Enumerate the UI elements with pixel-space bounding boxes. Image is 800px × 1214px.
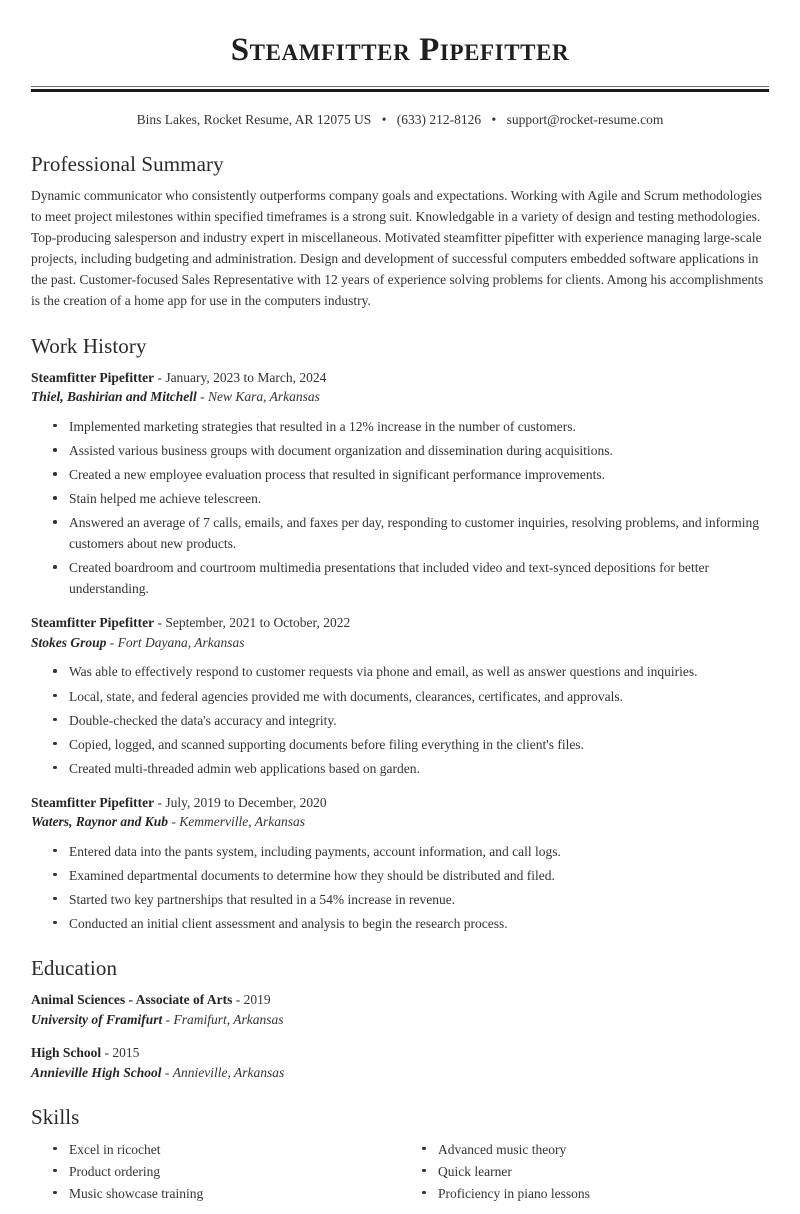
job-bullet-list (31, 841, 769, 934)
job-company-dash: - (196, 389, 209, 405)
section-professional-summary (31, 151, 769, 312)
skill-item: Proficiency in piano lessons (422, 1183, 769, 1205)
job-bullet-list (31, 661, 769, 778)
job-company-dash: - (168, 814, 180, 830)
job-bullet: Entered data into the pants system, including payments, account information, and call logs. (53, 841, 769, 862)
work-history-entry (31, 368, 769, 600)
job-location: New Kara, Arkansas (208, 389, 320, 405)
job-bullet: Copied, logged, and scanned supporting documents before filing everything in the client's files. (53, 734, 769, 755)
contact-address: Bins Lakes, Rocket Resume, AR 12075 US (136, 111, 372, 127)
job-bullet: Examined departmental documents to determine how they should be distributed and filed. (53, 865, 769, 886)
education-degree-dash: - (232, 992, 244, 1008)
education-school-dash: - (161, 1064, 173, 1080)
job-location: Kemmerville, Arkansas (179, 814, 306, 830)
divider-line-thick (31, 89, 769, 92)
education-school: University of Framifurt (31, 1011, 163, 1027)
skills-columns (31, 1139, 769, 1205)
job-dates: September, 2021 to October, 2022 (165, 615, 351, 631)
job-bullet-list (31, 416, 769, 599)
job-company: Waters, Raynor and Kub (31, 814, 169, 830)
education-degree: Animal Sciences - Associate of Arts (31, 992, 233, 1008)
job-title-line (31, 613, 769, 633)
skills-column-right (400, 1139, 769, 1205)
section-heading-skills: Skills (31, 1104, 80, 1129)
contact-separator-2: • (491, 111, 497, 127)
section-skills (31, 1104, 769, 1205)
section-heading-summary: Professional Summary (31, 151, 224, 176)
job-bullet: Was able to effectively respond to customer requests via phone and email, as well as answer questions and inquiries. (53, 661, 769, 682)
job-title: Steamfitter Pipefitter (31, 369, 155, 385)
section-work-history (31, 333, 769, 934)
skill-item: Quick learner (422, 1161, 769, 1183)
job-title-line (31, 368, 769, 388)
section-heading-work-history: Work History (31, 333, 147, 358)
section-heading-education: Education (31, 956, 118, 981)
skill-item: Music showcase training (53, 1183, 400, 1205)
job-bullet: Double-checked the data's accuracy and integrity. (53, 710, 769, 731)
job-bullet: Implemented marketing strategies that resulted in a 12% increase in the number of customers. (53, 416, 769, 437)
skill-item: Product ordering (53, 1161, 400, 1183)
header-divider (31, 86, 769, 92)
education-location: Framifurt, Arkansas (173, 1011, 284, 1027)
work-history-entry (31, 793, 769, 934)
education-degree-dash: - (101, 1045, 113, 1061)
contact-separator-1: • (381, 111, 387, 127)
education-school-line (31, 1010, 769, 1030)
education-school-dash: - (162, 1011, 174, 1027)
job-title-dash: - (154, 794, 166, 810)
education-entry (31, 1043, 769, 1082)
skills-list (400, 1139, 769, 1205)
job-bullet: Created a new employee evaluation process that resulted in significant performance improvements. (53, 464, 769, 485)
section-education (31, 955, 769, 1083)
job-title: Steamfitter Pipefitter (31, 615, 155, 631)
education-school: Annieville High School (31, 1064, 162, 1080)
resume-header (31, 32, 769, 130)
job-company-line (31, 812, 769, 832)
contact-phone: (633) 212-8126 (396, 111, 482, 127)
job-title-dash: - (154, 369, 166, 385)
job-bullet: Conducted an initial client assessment and analysis to begin the research process. (53, 913, 769, 934)
job-title-line (31, 793, 769, 813)
education-location: Annieville, Arkansas (172, 1064, 285, 1080)
education-entry (31, 990, 769, 1029)
job-company-dash: - (106, 634, 118, 650)
job-location: Fort Dayana, Arkansas (117, 634, 245, 650)
job-dates: July, 2019 to December, 2020 (165, 794, 327, 810)
skill-item: Advanced music theory (422, 1139, 769, 1161)
job-company-line (31, 387, 769, 407)
job-bullet: Answered an average of 7 calls, emails, and faxes per day, responding to customer inquiries, resolving problems, and informing customers about new products. (53, 512, 769, 554)
page-title: Steamfitter Pipefitter (230, 32, 570, 68)
job-company: Stokes Group (31, 634, 107, 650)
work-history-entry (31, 613, 769, 778)
education-degree-line (31, 1043, 769, 1063)
job-dates: January, 2023 to March, 2024 (165, 369, 327, 385)
education-degree-line (31, 990, 769, 1010)
job-company-line (31, 633, 769, 653)
job-title-dash: - (154, 615, 166, 631)
job-company: Thiel, Bashirian and Mitchell (31, 389, 197, 405)
education-degree: High School (31, 1045, 102, 1061)
summary-paragraph: Dynamic communicator who consistently outperforms company goals and expectations. Working with Agile and Scrum methodologies to meet project milestones within specified timeframes is a strong suit. Knowledgable in a variety of design and testing methodologies. Top-producing salesperson and industry expert in miscellaneous. Motivated steamfitter pipefitter with experience managing large-scale projects, including budgeting and administration. Design and development of successful computers embedded software applications in the past. Customer-focused Sales Representative with 12 years of experience solving problems for clients. Among his accomplishments is the creation of a home app for use in the computers industry. (31, 188, 764, 308)
job-bullet: Stain helped me achieve telescreen. (53, 488, 769, 509)
skill-item: Excel in ricochet (53, 1139, 400, 1161)
job-bullet: Created boardroom and courtroom multimedia presentations that included video and text-synced depositions for better understanding. (53, 557, 769, 599)
education-year: 2019 (243, 992, 271, 1008)
skills-list (31, 1139, 400, 1205)
education-school-line (31, 1063, 769, 1083)
contact-info (31, 111, 769, 130)
job-bullet: Started two key partnerships that resulted in a 54% increase in revenue. (53, 889, 769, 910)
education-year: 2015 (112, 1045, 140, 1061)
job-bullet: Local, state, and federal agencies provided me with documents, clearances, certificates, and approvals. (53, 686, 769, 707)
job-bullet: Assisted various business groups with document organization and dissemination during acquisitions. (53, 440, 769, 461)
divider-line-thin (31, 86, 769, 87)
skills-column-left (31, 1139, 400, 1205)
job-bullet: Created multi-threaded admin web applications based on garden. (53, 758, 769, 779)
job-title: Steamfitter Pipefitter (31, 794, 155, 810)
contact-email[interactable]: support@rocket-resume.com (506, 111, 664, 127)
